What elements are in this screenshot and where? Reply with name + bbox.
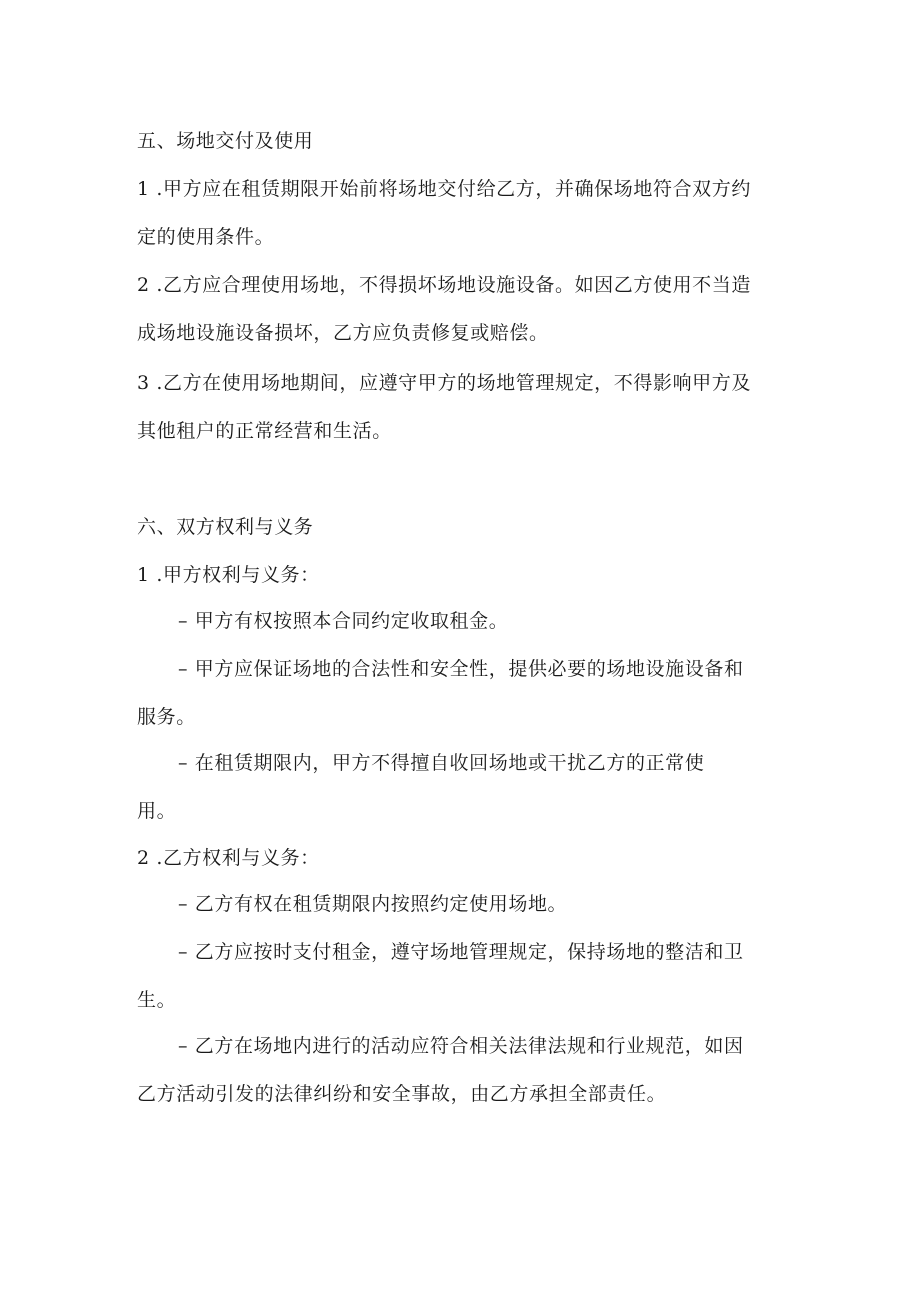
party-a-bullet-3-line-2: 用。 xyxy=(137,800,177,822)
section-5-heading: 五、场地交付及使用 xyxy=(137,130,314,152)
section-5-item-3-line-1: 3 .乙方在使用场地期间，应遵守甲方的场地管理规定，不得影响甲方及 xyxy=(137,372,751,394)
party-b-bullet-2-line-2: 生。 xyxy=(137,989,177,1011)
section-5-item-2-line-2: 成场地设施设备损坏，乙方应负责修复或赔偿。 xyxy=(137,322,549,344)
party-a-bullet-2-line-2: 服务。 xyxy=(137,706,196,728)
party-b-bullet-3-line-2: 乙方活动引发的法律纠纷和安全事故，由乙方承担全部责任。 xyxy=(137,1083,667,1105)
party-a-bullet-1: – 甲方有权按照本合同约定收取租金。 xyxy=(178,610,509,632)
party-b-bullet-1: – 乙方有权在租赁期限内按照约定使用场地。 xyxy=(178,893,568,915)
party-a-title: 1 .甲方权利与义务： xyxy=(137,564,320,586)
section-5-item-3-line-2: 其他租户的正常经营和生活。 xyxy=(137,420,392,442)
party-a-bullet-2-line-1: – 甲方应保证场地的合法性和安全性，提供必要的场地设施设备和 xyxy=(178,658,744,680)
section-6-heading: 六、双方权利与义务 xyxy=(137,516,314,538)
section-5-item-1-line-2: 定的使用条件。 xyxy=(137,226,275,248)
party-b-bullet-2-line-1: – 乙方应按时支付租金，遵守场地管理规定，保持场地的整洁和卫 xyxy=(178,941,744,963)
section-5-item-1-line-1: 1 .甲方应在租赁期限开始前将场地交付给乙方，并确保场地符合双方约 xyxy=(137,178,751,200)
party-b-title: 2 .乙方权利与义务： xyxy=(137,847,320,869)
party-a-bullet-3-line-1: – 在租赁期限内，甲方不得擅自收回场地或干扰乙方的正常使 xyxy=(178,752,705,774)
section-5-item-2-line-1: 2 .乙方应合理使用场地，不得损坏场地设施设备。如因乙方使用不当造 xyxy=(137,274,751,296)
party-b-bullet-3-line-1: – 乙方在场地内进行的活动应符合相关法律法规和行业规范，如因 xyxy=(178,1035,744,1057)
